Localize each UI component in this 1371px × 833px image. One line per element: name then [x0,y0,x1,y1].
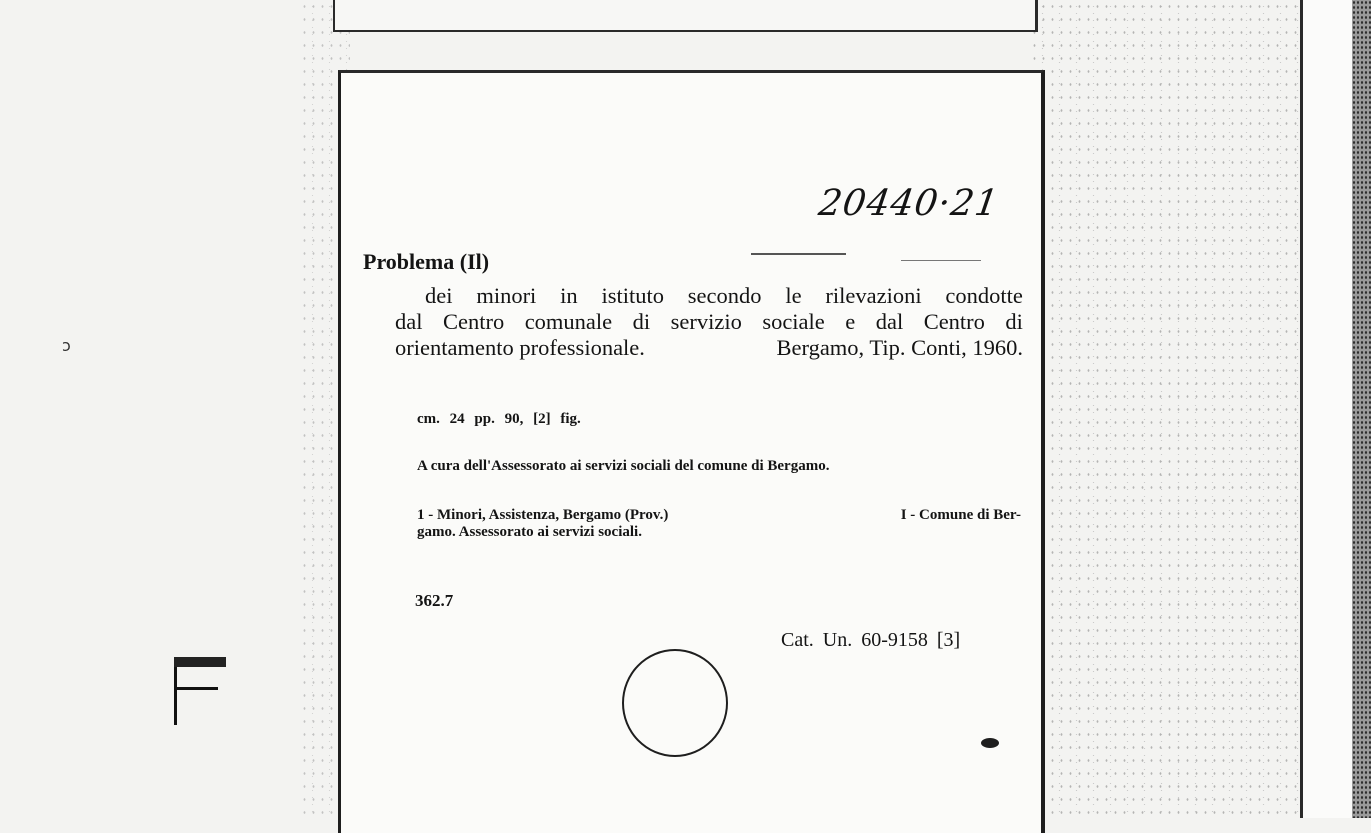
title-word: sociale [762,309,825,334]
catalog-reference: Cat. Un. 60-9158 [3] [781,629,961,651]
subject-tracings [417,507,1021,541]
title-block [395,283,1023,361]
handwritten-call-number: 20440·21 [816,183,1002,224]
collation: cm. 24 pp. 90, [2] fig. [417,411,581,427]
title-word: secondo [687,283,762,308]
title-word: comunale [524,309,613,334]
title-word: e [845,309,856,334]
editorial-note: A cura dell'Assessorato ai servizi sociali del comune di Bergamo. [417,458,830,474]
subject-entry: 1 - Minori, Assistenza, Bergamo (Prov.) [417,507,669,523]
title-word: dal [395,309,423,334]
title-word: in [560,283,578,308]
adjacent-card-edge [1300,0,1357,818]
title-line [395,283,1023,309]
rule-mark [751,253,846,255]
title-line [395,335,1023,361]
punch-hole [622,649,728,757]
title-word: servizio [670,309,742,334]
title-word: le [785,283,802,308]
scan-noise-right [1030,0,1300,818]
title-word: minori [476,283,537,308]
stray-mark: ↄ [62,336,71,355]
catalog-card [338,70,1045,833]
title-line [395,309,1023,335]
title-segment: orientamento professionale. [395,335,645,360]
added-entry: I - Comune di Ber- [900,507,1021,523]
subject-line [417,507,1021,524]
title-word: di [632,309,651,334]
added-entry-continued: gamo. Assessorato ai servizi sociali. [417,524,642,540]
card-heading: Problema (Il) [363,249,490,274]
title-word: Centro [442,309,505,334]
title-word: di [1005,309,1023,334]
title-word: rilevazioni [825,283,922,308]
previous-card [333,0,1038,32]
title-word: istituto [601,283,664,308]
classification-number: 362.7 [415,591,454,610]
title-word: dei [425,283,453,308]
title-word: dal [875,309,904,334]
imprint: Bergamo, Tip. Conti, 1960. [776,335,1023,360]
ink-blot [981,738,999,748]
rule-mark [901,260,981,261]
guide-tab-mark [174,657,226,725]
scan-border [1352,0,1371,818]
subject-line [417,524,1021,541]
title-word: Centro [923,309,985,334]
title-word: condotte [945,283,1023,308]
